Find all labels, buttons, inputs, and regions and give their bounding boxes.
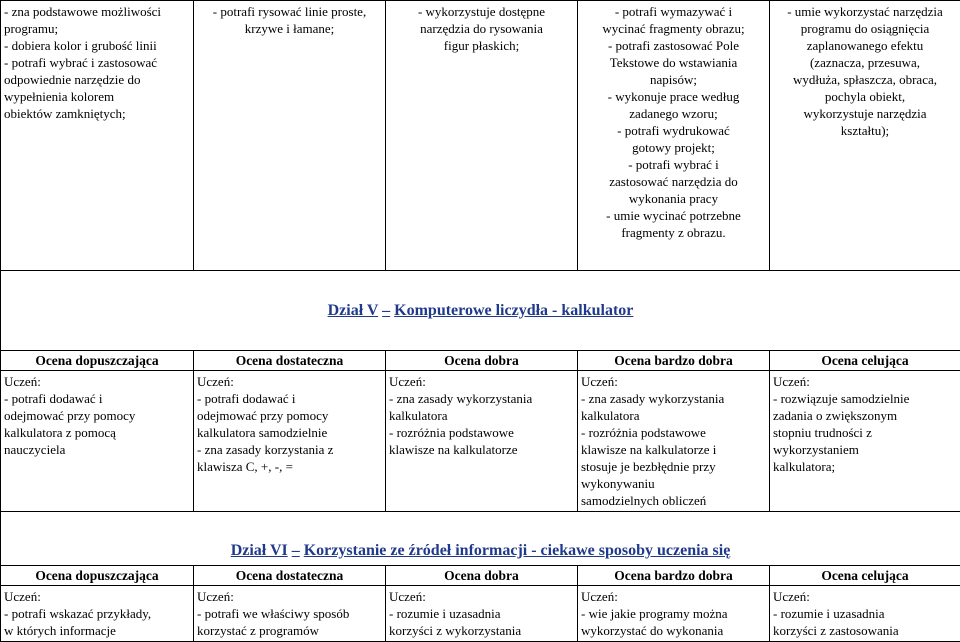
grade-header: Ocena dopuszczająca — [1, 351, 194, 371]
requirements-row-6 — [1, 586, 960, 642]
req-cell — [386, 371, 578, 512]
top-cell-1 — [1, 1, 194, 271]
req-cell — [194, 586, 386, 642]
cell-text: - zna zasady wykorzystania kalkulatora - rozróżnia podstawowe klawisze na kalkulatorze i stosuje je bezbłędnie przy wykonywaniu samodzielnych obliczeń — [581, 390, 766, 509]
cell-text: - potrafi dodawać i odejmować przy pomocy kalkulatora samodzielnie - zna zasady korzystania z klawisza C, +, -, = — [197, 390, 382, 475]
cell-text: - potrafi wymazywać i wycinać fragmenty obrazu; - potrafi zastosować Pole Tekstowe do wstawiania napisów; - wykonuje prace według zadanego wzoru; - potrafi wydrukować gotowy projekt; - potrafi wybrać i zastosować narzędzia do wykonania pracy - umie wycinać potrzebne fragmenty z obrazu. — [581, 3, 766, 241]
section-5-prefix: Dział V — [328, 302, 379, 319]
student-label: Uczeń: — [389, 588, 574, 605]
section-6-heading — [1, 512, 960, 566]
cell-text: - umie wykorzystać narzędzia programu do osiągnięcia zaplanowanego efektu (zaznacza, przesuwa, wydłuża, spłaszcza, obraca, pochyla obiekt, wykorzystuje narzędzia kształtu); — [773, 3, 957, 139]
grade-header: Ocena celująca — [770, 566, 960, 586]
student-label: Uczeń: — [389, 373, 574, 390]
section-5-title: Komputerowe liczydła - kalkulator — [394, 302, 633, 319]
section-6-title: Korzystanie ze źródeł informacji - ciekawe sposoby uczenia się — [304, 542, 731, 559]
top-cell-5 — [770, 1, 960, 271]
student-label: Uczeń: — [197, 588, 382, 605]
requirements-row-5 — [1, 371, 960, 512]
cell-text: - potrafi dodawać i odejmować przy pomocy kalkulatora z pomocą nauczyciela — [4, 390, 190, 458]
cell-text: - rozumie i uzasadnia korzyści z zastosowania — [773, 605, 957, 639]
student-label: Uczeń: — [4, 373, 190, 390]
student-label: Uczeń: — [581, 588, 766, 605]
cell-text: - potrafi rysować linie proste, krzywe i łamane; — [197, 3, 382, 37]
req-cell — [578, 586, 770, 642]
grade-header: Ocena dostateczna — [194, 351, 386, 371]
grade-header: Ocena dostateczna — [194, 566, 386, 586]
grade-header: Ocena bardzo dobra — [578, 566, 770, 586]
req-cell — [1, 371, 194, 512]
student-label: Uczeń: — [4, 588, 190, 605]
section-6-dash: – — [292, 542, 300, 559]
cell-text: - potrafi wskazać przykłady, w których informacje — [4, 605, 190, 639]
req-cell — [386, 586, 578, 642]
section-5-heading — [1, 271, 960, 351]
cell-text: - zna zasady wykorzystania kalkulatora - rozróżnia podstawowe klawisze na kalkulatorze — [389, 390, 574, 458]
section-5-row — [1, 271, 960, 351]
cell-text: - wie jakie programy można wykorzystać do wykonania — [581, 605, 766, 639]
req-cell — [578, 371, 770, 512]
cell-text: - rozwiązuje samodzielnie zadania o zwiększonym stopniu trudności z wykorzystaniem kalkulatora; — [773, 390, 957, 475]
cell-text: - wykorzystuje dostępne narzędzia do rysowania figur płaskich; — [389, 3, 574, 54]
student-label: Uczeń: — [773, 588, 957, 605]
top-cell-4 — [578, 1, 770, 271]
section-5-dash: – — [382, 302, 390, 319]
student-label: Uczeń: — [581, 373, 766, 390]
req-cell — [1, 586, 194, 642]
student-label: Uczeń: — [773, 373, 957, 390]
student-label: Uczeń: — [197, 373, 382, 390]
req-cell — [770, 586, 960, 642]
cell-text: - rozumie i uzasadnia korzyści z wykorzystania — [389, 605, 574, 639]
cell-text: - potrafi we właściwy sposób korzystać z programów — [197, 605, 382, 639]
grade-header: Ocena bardzo dobra — [578, 351, 770, 371]
section-6-prefix: Dział VI — [231, 542, 288, 559]
section-6-row — [1, 512, 960, 566]
grade-header: Ocena dopuszczająca — [1, 566, 194, 586]
grade-header-row-6 — [1, 566, 960, 586]
grade-header: Ocena celująca — [770, 351, 960, 371]
top-row — [1, 1, 960, 271]
grade-header: Ocena dobra — [386, 566, 578, 586]
top-cell-3 — [386, 1, 578, 271]
grade-header-row-5 — [1, 351, 960, 371]
req-cell — [770, 371, 960, 512]
cell-text: - zna podstawowe możliwości programu; - dobiera kolor i grubość linii - potrafi wybrać i zastosować odpowiednie narzędzie do wypełnienia kolorem obiektów zamkniętych; — [4, 3, 190, 122]
grade-header: Ocena dobra — [386, 351, 578, 371]
req-cell — [194, 371, 386, 512]
top-cell-2 — [194, 1, 386, 271]
